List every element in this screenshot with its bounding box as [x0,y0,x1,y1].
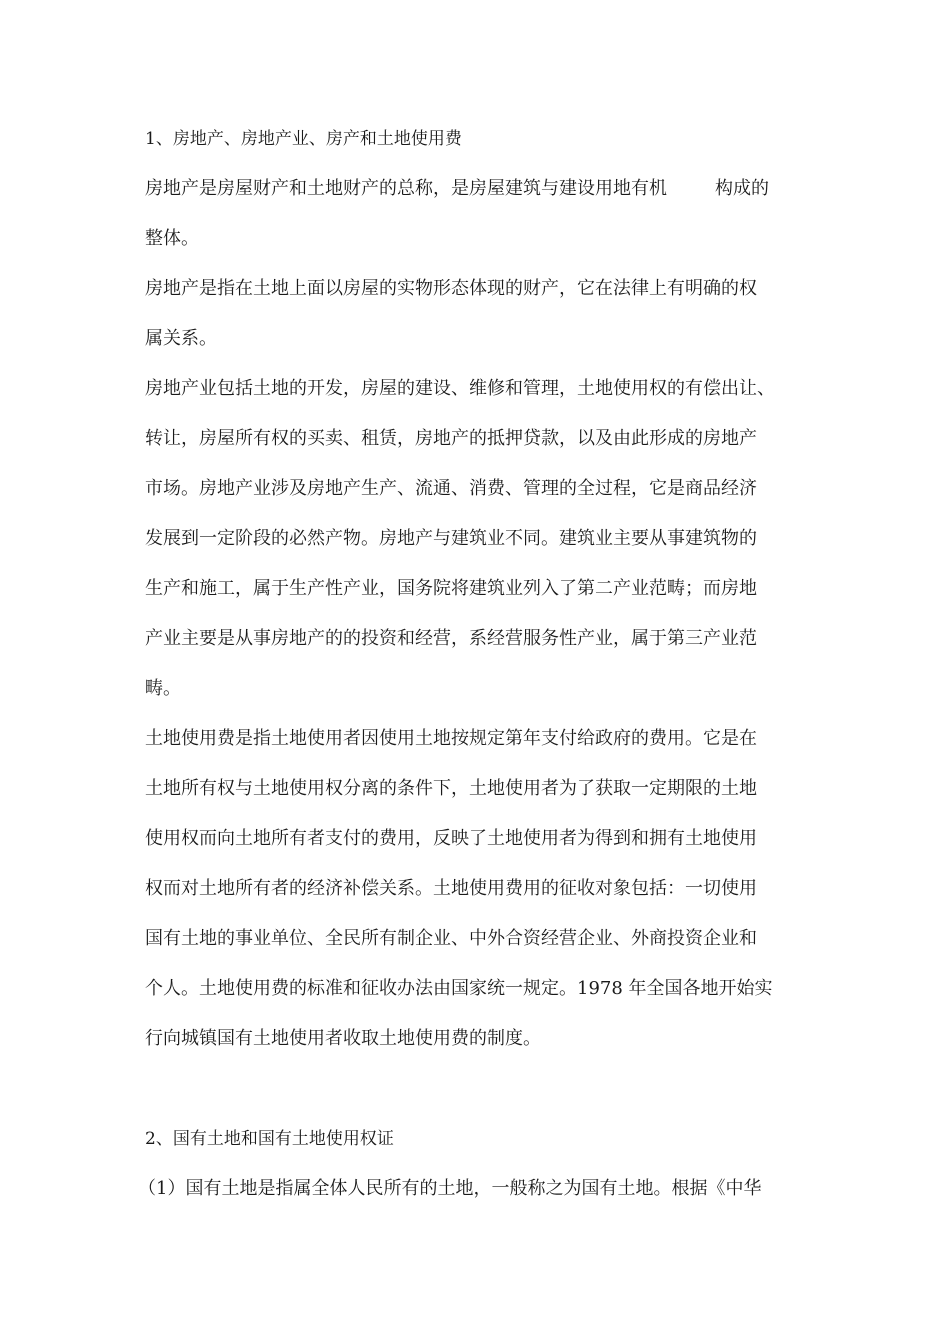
paragraph-1-line-1 [145,176,835,202]
paragraph-3-line-4: 发展到一定阶段的必然产物。房地产与建筑业不同。建筑业主要从事建筑物的 [145,528,757,549]
section-1-heading: 1、房地产、房地产业、房产和土地使用费 [145,129,462,149]
paragraph-4-line-4: 权而对土地所有者的经济补偿关系。土地使用费用的征收对象包括：一切使用 [145,878,757,899]
paragraph-4-line-6: 个人。土地使用费的标准和征收办法由国家统一规定。1978 年全国各地开始实 [145,978,773,999]
paragraph-3-line-3: 市场。房地产业涉及房地产生产、流通、消费、管理的全过程，它是商品经济 [145,478,757,499]
paragraph-4-line-1: 土地使用费是指土地使用者因使用土地按规定第年支付给政府的费用。它是在 [145,728,757,749]
paragraph-4-line-5: 国有土地的事业单位、全民所有制企业、中外合资经营企业、外商投资企业和 [145,928,757,949]
paragraph-4-line-7: 行向城镇国有土地使用者收取土地使用费的制度。 [145,1028,541,1049]
paragraph-3-line-7: 畴。 [145,678,181,699]
paragraph-3-line-5: 生产和施工，属于生产性产业，国务院将建筑业列入了第二产业范畴；而房地 [145,578,757,599]
section-2-heading: 2、国有土地和国有土地使用权证 [145,1129,394,1149]
paragraph-2-line-2: 属关系。 [145,328,217,349]
paragraph-1-line-2: 整体。 [145,228,199,249]
paragraph-1-line-1-part-b: 构成的 [715,178,769,199]
paragraph-1-line-1-part-a: 房地产是房屋财产和土地财产的总称，是房屋建筑与建设用地有机 [145,178,667,199]
paragraph-3-line-6: 产业主要是从事房地产的的投资和经营，系经营服务性产业，属于第三产业范 [145,628,757,649]
paragraph-3-line-2: 转让，房屋所有权的买卖、租赁，房地产的抵押贷款，以及由此形成的房地产 [145,428,757,449]
section-2-paragraph-1-line-1: （1）国有土地是指属全体人民所有的土地，一般称之为国有土地。根据《中华 [138,1178,762,1199]
paragraph-4-line-3: 使用权而向土地所有者支付的费用，反映了土地使用者为得到和拥有土地使用 [145,828,757,849]
paragraph-4-line-2: 土地所有权与土地使用权分离的条件下，土地使用者为了获取一定期限的土地 [145,778,757,799]
paragraph-3-line-1: 房地产业包括土地的开发，房屋的建设、维修和管理，土地使用权的有偿出让、 [145,378,775,399]
paragraph-2-line-1: 房地产是指在土地上面以房屋的实物形态体现的财产，它在法律上有明确的权 [145,278,757,299]
